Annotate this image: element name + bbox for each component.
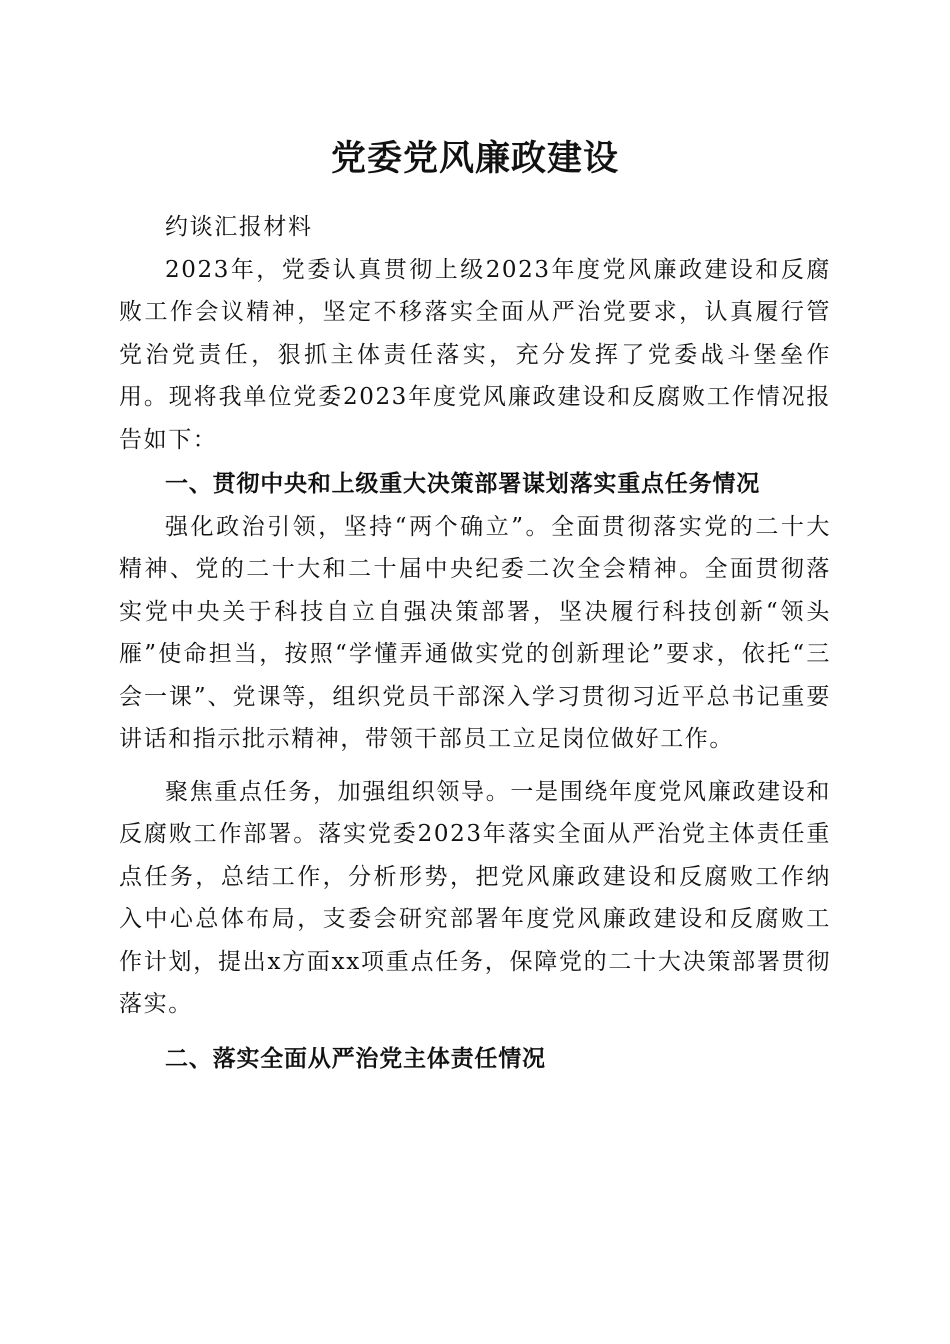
section-1-paragraph-2: 聚焦重点任务，加强组织领导。一是围绕年度党风廉政建设和反腐败工作部署。落实党委2023年落实全面从严治党主体责任重点任务，总结工作，分析形势，把党风廉政建设和反腐败工作纳入中心总体布局，支委会研究部署年度党风廉政建设和反腐败工作计划，提出x方面xx项重点任务，保障党的二十大决策部署贯彻落实。 (119, 778, 831, 1017)
intro-paragraph: 2023年，党委认真贯彻上级2023年度党风廉政建设和反腐败工作会议精神，坚定不移落实全面从严治党要求，认真履行管党治党责任，狠抓主体责任落实，充分发挥了党委战斗堡垒作用。现将我单位党委2023年度党风廉政建设和反腐败工作情况报告如下： (119, 256, 831, 453)
document-body (119, 206, 831, 1080)
section-1-paragraph-1: 强化政治引领，坚持“两个确立”。全面贯彻落实党的二十大精神、党的二十大和二十届中央纪委二次全会精神。全面贯彻落实党中央关于科技自立自强决策部署，坚决履行科技创新“领头雁”使命担当，按照“学懂弄通做实党的创新理论”要求，依托“三会一课”、党课等，组织党员干部深入学习贯彻习近平总书记重要讲话和指示批示精神，带领干部员工立足岗位做好工作。 (119, 513, 831, 752)
section-1-heading: 一、贯彻中央和上级重大决策部署谋划落实重点任务情况 (165, 471, 760, 497)
subtitle-line: 约谈汇报材料 (165, 214, 313, 240)
document-title: 党委党风廉政建设 (330, 139, 619, 179)
section-2-heading: 二、落实全面从严治党主体责任情况 (165, 1045, 546, 1072)
